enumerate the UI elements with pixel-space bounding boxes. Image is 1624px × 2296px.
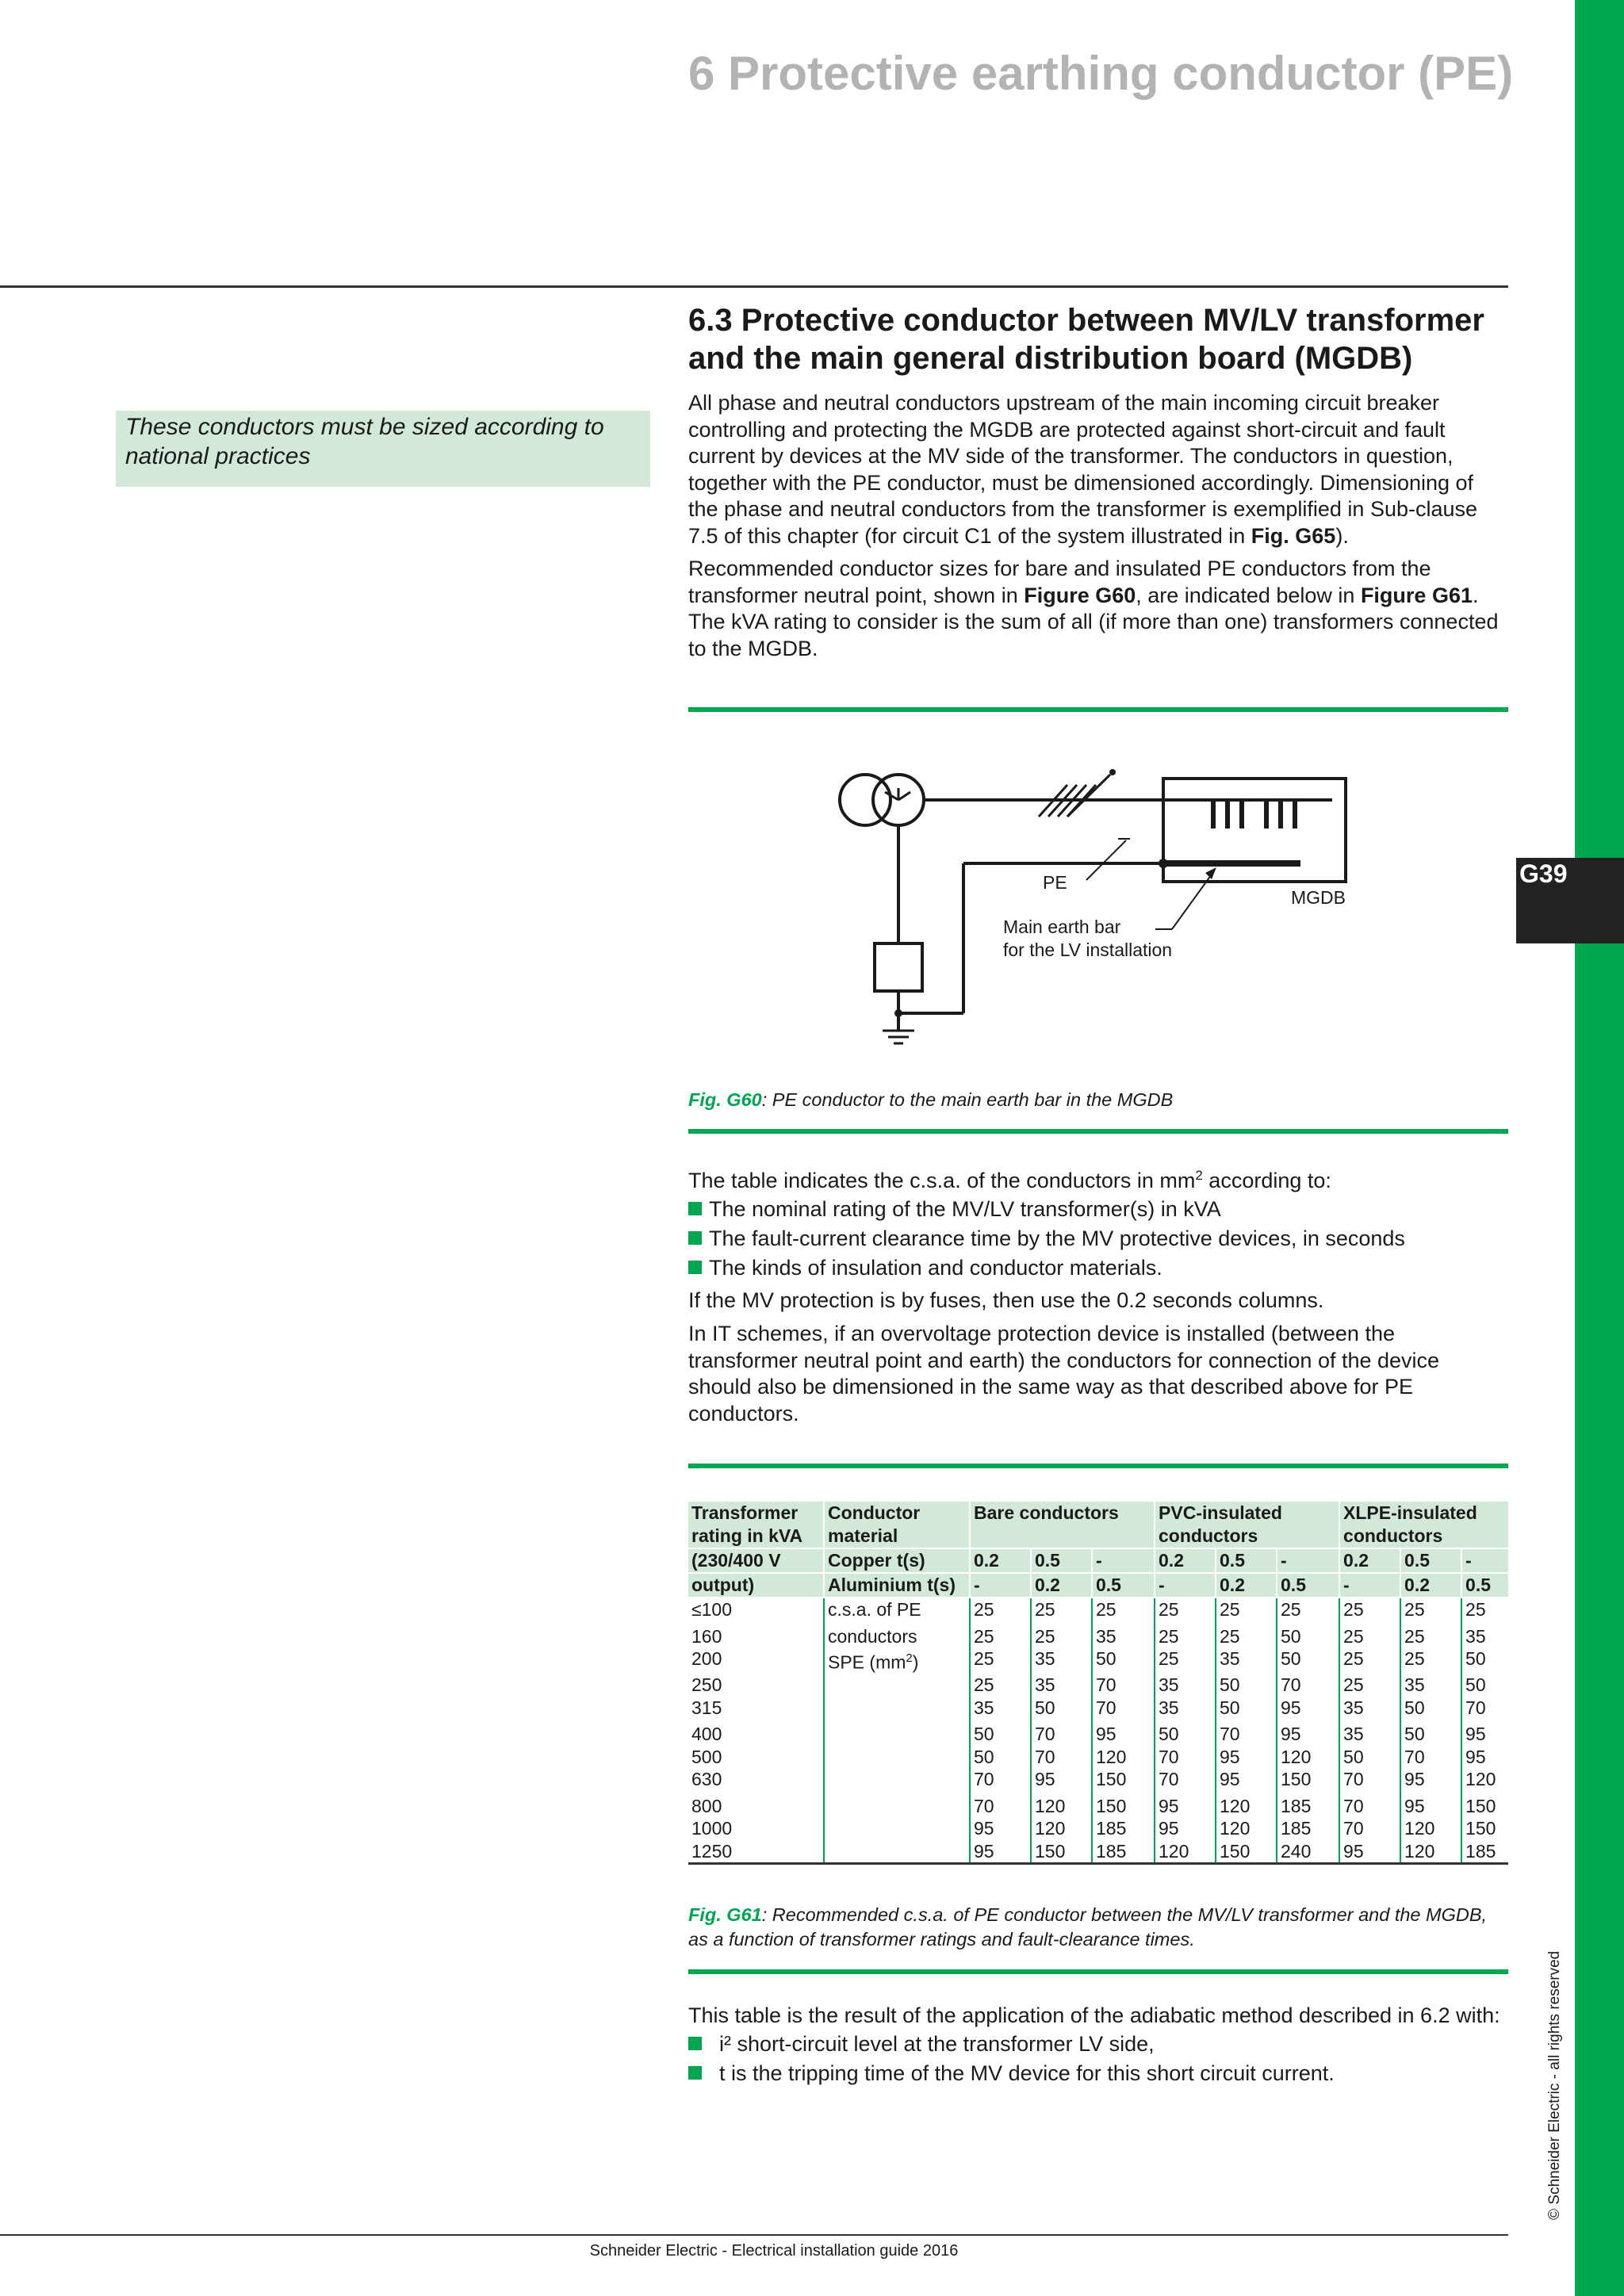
paragraph-2: Recommended conductor sizes for bare and insulated PE conductors from the transformer neutral point, shown in Figure G60, are indicated below in Figure G61. The kVA rating to consider is the sum of all (if more than one) transformers connected to the MGDB. [688, 557, 1499, 660]
figure-top-rule [688, 707, 1508, 712]
csa-value-cell: 95 [1277, 1697, 1339, 1720]
bullet-square-icon [688, 1231, 702, 1245]
csa-value-cell: 25 [970, 1647, 1031, 1674]
kva-cell: 1250 [688, 1840, 824, 1864]
kva-cell: 630 [691, 1769, 722, 1790]
csa-value-cell: 25 [1339, 1598, 1400, 1621]
csa-value-cell: 25 [1216, 1621, 1277, 1648]
csa-value-cell: 50 [970, 1746, 1031, 1769]
section-intro [688, 301, 1508, 662]
earth-bar-label-line1: Main earth bar [1003, 916, 1121, 937]
csa-value-cell: 25 [1031, 1621, 1092, 1648]
figure-g61-caption: Fig. G61: Recommended c.s.a. of PE conductor between the MV/LV transformer and the MGDB, as a function of transformer ratings and fault-clearance times. [688, 1904, 1488, 1950]
fig-g65-ref: Fig. G65 [1251, 523, 1336, 548]
csa-value-cell: 25 [1339, 1621, 1400, 1648]
mgdb-label: MGDB [1291, 887, 1346, 908]
csa-value-cell: 35 [1155, 1697, 1216, 1720]
csa-value-cell: 150 [1216, 1840, 1277, 1864]
csa-value-cell: 25 [970, 1598, 1031, 1621]
material-cell: conductors [824, 1621, 970, 1648]
csa-value-cell: 50 [1092, 1647, 1155, 1674]
csa-value-cell: 185 [1277, 1817, 1339, 1840]
table-row [688, 1746, 1508, 1769]
csa-value-cell: 50 [1339, 1746, 1400, 1769]
csa-value-cell: 35 [1155, 1674, 1216, 1697]
figure-g60-caption: Fig. G60: PE conductor to the main earth bar in the MGDB [688, 1089, 1174, 1110]
chapter-title: 6 Protective earthing conductor (PE) [688, 47, 1514, 100]
paragraph-1: All phase and neutral conductors upstream of the main incoming circuit breaker controlling and protecting the MGDB are protected against short-circuit and fault current by devices at the MV side of the transformer. The conductors in question, together with the PE conductor, must be dimensioned accordingly. Dimensioning of the phase and neutral conductors from the transformer is exemplified in Sub-clause 7.5 of this chapter (for circuit C1 of the system illustrated in Fig. G65). [688, 391, 1478, 548]
csa-value-cell: 70 [970, 1768, 1031, 1791]
table-intro-lead: The table indicates the c.s.a. of the conductors in $mm^2$ according to: [688, 1168, 1331, 1192]
csa-value-cell: 70 [1339, 1768, 1400, 1791]
csa-value-cell: 150 [1092, 1791, 1155, 1818]
table-row [688, 1840, 1508, 1864]
csa-value-cell: 70 [1031, 1719, 1092, 1746]
csa-value-cell: 50 [1400, 1697, 1461, 1720]
csa-value-cell: 95 [970, 1817, 1031, 1840]
csa-value-cell: 25 [1277, 1598, 1339, 1621]
csa-value-cell: 35 [1031, 1674, 1092, 1697]
right-margin-bar [1575, 0, 1624, 2296]
earthing-impedance [875, 943, 922, 991]
csa-value-cell: 95 [1216, 1746, 1277, 1769]
csa-value-cell: 70 [1277, 1674, 1339, 1697]
csa-value-cell: 35 [1339, 1697, 1400, 1720]
csa-value-cell: 95 [1339, 1840, 1400, 1864]
material-cell [824, 1746, 970, 1769]
csa-value-cell: 35 [1400, 1674, 1461, 1697]
section-title: 6.3 Protective conductor between MV/LV transformer and the main general distribution board (MGDB) [688, 303, 1484, 376]
csa-value-cell: 120 [1461, 1768, 1508, 1791]
csa-value-cell: 25 [1400, 1621, 1461, 1648]
table-row [688, 1598, 1508, 1621]
pe-pointer [1086, 840, 1126, 880]
csa-value-cell: 25 [1339, 1647, 1400, 1674]
kva-cell: ≤100 [691, 1599, 732, 1620]
list-item: The fault-current clearance time by the MV protective devices, in seconds [688, 1224, 1508, 1253]
earth-bar-label-line2: for the LV installation [1003, 939, 1173, 960]
csa-value-cell: 25 [970, 1674, 1031, 1697]
pe-conductor-diagram [825, 761, 1380, 1054]
csa-value-cell: 50 [1277, 1647, 1339, 1674]
material-cell [824, 1674, 970, 1697]
csa-value-cell: 35 [1216, 1647, 1277, 1674]
csa-value-cell: 50 [970, 1719, 1031, 1746]
csa-value-cell: 95 [1155, 1817, 1216, 1840]
bullet-square-icon [688, 1261, 702, 1274]
csa-value-cell: 35 [1031, 1647, 1092, 1674]
csa-value-cell: 120 [1031, 1817, 1092, 1840]
csa-value-cell: 25 [1216, 1598, 1277, 1621]
side-note: These conductors must be sized according to national practices [116, 411, 650, 487]
csa-value-cell: 50 [1461, 1674, 1508, 1697]
csa-value-cell: 120 [1400, 1840, 1461, 1864]
conclusion-list [688, 2030, 1508, 2088]
csa-value-cell: 95 [1461, 1719, 1508, 1746]
table-row [688, 1674, 1508, 1697]
header-bare: Bare conductors [970, 1502, 1155, 1548]
csa-value-cell: 120 [1277, 1746, 1339, 1769]
csa-value-cell: 35 [1461, 1621, 1508, 1648]
transformer-primary-winding [840, 775, 891, 825]
material-cell [824, 1817, 970, 1840]
aluminium-row: output) Aluminium t(s) - 0.2 0.5 - 0.2 0.5 - 0.2 0.5 [688, 1573, 1508, 1598]
csa-value-cell: 50 [1031, 1697, 1092, 1720]
header-rule [0, 285, 1508, 288]
csa-value-cell: 95 [1155, 1791, 1216, 1818]
table-row [688, 1621, 1508, 1648]
kva-cell: 500 [691, 1746, 722, 1767]
kva-cell: 250 [691, 1674, 722, 1696]
csa-value-cell: 120 [1216, 1791, 1277, 1818]
table-row [688, 1697, 1508, 1720]
csa-value-cell: 50 [1400, 1719, 1461, 1746]
fig-g61-ref: Figure G61 [1360, 583, 1473, 607]
csa-value-cell: 95 [1400, 1768, 1461, 1791]
criteria-list [688, 1195, 1508, 1283]
csa-value-cell: 50 [1277, 1621, 1339, 1648]
csa-value-cell: 95 [1216, 1768, 1277, 1791]
material-cell: SPE $(mm^2)$ [824, 1647, 970, 1674]
material-cell [824, 1719, 970, 1746]
csa-value-cell: 25 [1155, 1621, 1216, 1648]
csa-value-cell: 150 [1092, 1768, 1155, 1791]
page-number: G39 [1519, 859, 1568, 888]
footer [0, 2242, 1624, 2260]
fuses-note: If the MV protection is by fuses, then use the 0.2 seconds columns. [688, 1288, 1324, 1312]
csa-value-cell: 95 [1277, 1719, 1339, 1746]
list-item: t is the tripping time of the MV device for this short circuit current. [688, 2059, 1508, 2088]
table-body [688, 1598, 1508, 1864]
list-item: The nominal rating of the MV/LV transformer(s) in kVA [688, 1195, 1508, 1224]
list-item: The kinds of insulation and conductor materials. [688, 1253, 1508, 1283]
csa-value-cell: 150 [1461, 1791, 1508, 1818]
csa-value-cell: 35 [1092, 1621, 1155, 1648]
csa-value-cell: 25 [1339, 1674, 1400, 1697]
cable-tick-marks [1039, 775, 1110, 817]
table-row [688, 1719, 1508, 1746]
it-note: In IT schemes, if an overvoltage protection device is installed (between the transformer neutral point and earth) the conductors for connection of the device should also be dimensioned in the same way as that described above for PE conductors. [688, 1322, 1440, 1425]
csa-value-cell: 25 [1155, 1598, 1216, 1621]
footer-rule [0, 2234, 1508, 2236]
pe-label: PE [1043, 872, 1067, 893]
table-top-rule [688, 1464, 1508, 1468]
caption-bottom-rule [688, 1969, 1508, 1974]
pe-csa-table [688, 1502, 1508, 1865]
csa-value-cell: 70 [1461, 1697, 1508, 1720]
csa-value-cell: 50 [1155, 1719, 1216, 1746]
csa-value-cell: 120 [1031, 1791, 1092, 1818]
csa-value-cell: 185 [1092, 1840, 1155, 1864]
csa-value-cell: 185 [1277, 1791, 1339, 1818]
csa-value-cell: 70 [1155, 1746, 1216, 1769]
csa-value-cell: 25 [970, 1621, 1031, 1648]
copper-row: (230/400 V Copper t(s) 0.2 0.5 - 0.2 0.5 - 0.2 0.5 - [688, 1548, 1508, 1573]
csa-value-cell: 95 [1092, 1719, 1155, 1746]
csa-value-cell: 150 [1461, 1817, 1508, 1840]
csa-value-cell: 95 [1400, 1791, 1461, 1818]
csa-value-cell: 25 [1092, 1598, 1155, 1621]
header-xlpe: XLPE-insulated conductors [1339, 1502, 1508, 1548]
material-cell [824, 1768, 970, 1791]
csa-value-cell: 35 [1339, 1719, 1400, 1746]
table-row [688, 1647, 1508, 1674]
csa-value-cell: 150 [1277, 1768, 1339, 1791]
csa-value-cell: 120 [1216, 1817, 1277, 1840]
material-cell: c.s.a. of PE [824, 1598, 970, 1621]
csa-value-cell: 25 [1400, 1598, 1461, 1621]
csa-value-cell: 70 [1092, 1697, 1155, 1720]
kva-cell: 400 [691, 1724, 722, 1745]
kva-cell: 200 [691, 1648, 722, 1669]
bullet-square-icon [688, 2066, 702, 2080]
csa-value-cell: 95 [1031, 1768, 1092, 1791]
csa-value-cell: 120 [1400, 1817, 1461, 1840]
csa-value-cell: 120 [1155, 1840, 1216, 1864]
csa-value-cell: 25 [1461, 1598, 1508, 1621]
csa-value-cell: 70 [1400, 1746, 1461, 1769]
fig-g60-ref: Figure G60 [1024, 583, 1136, 607]
csa-value-cell: 240 [1277, 1840, 1339, 1864]
footer-text: Schneider Electric - Electrical installation guide 2016 [589, 2242, 959, 2260]
figure-bottom-rule [688, 1129, 1508, 1134]
conclusion-text: This table is the result of the application of the adiabatic method described in 6.2 with: [688, 2003, 1500, 2027]
csa-value-cell: 70 [1339, 1791, 1400, 1818]
csa-value-cell: 70 [1031, 1746, 1092, 1769]
kva-cell: 800 [691, 1795, 722, 1816]
csa-value-cell: 120 [1092, 1746, 1155, 1769]
csa-value-cell: 70 [1092, 1674, 1155, 1697]
kva-cell: 160 [691, 1625, 722, 1647]
kva-cell: 1000 [691, 1818, 733, 1839]
bullet-square-icon [688, 1202, 702, 1215]
csa-value-cell: 95 [1461, 1746, 1508, 1769]
csa-value-cell: 50 [1216, 1674, 1277, 1697]
csa-value-cell: 70 [1155, 1768, 1216, 1791]
copyright-notice: © Schneider Electric - all rights reserved [1546, 1950, 1563, 2220]
table-row [688, 1817, 1508, 1840]
csa-value-cell: 70 [1216, 1719, 1277, 1746]
csa-value-cell: 95 [970, 1840, 1031, 1864]
header-material: Conductor material [824, 1502, 970, 1548]
table-intro [688, 1162, 1508, 1427]
csa-value-cell: 70 [970, 1791, 1031, 1818]
csa-value-cell: 35 [970, 1697, 1031, 1720]
conclusion [688, 2003, 1508, 2088]
table-row [688, 1791, 1508, 1818]
material-cell [824, 1840, 970, 1864]
csa-value-cell: 25 [1400, 1647, 1461, 1674]
list-item: i² short-circuit level at the transformer LV side, [688, 2030, 1508, 2059]
kva-cell: 315 [691, 1697, 722, 1718]
csa-value-cell: 25 [1031, 1598, 1092, 1621]
page-number-tab [1516, 858, 1624, 943]
earth-symbol-icon [883, 1031, 914, 1043]
busbar-teeth [1213, 800, 1295, 828]
header-pvc: PVC-insulated conductors [1155, 1502, 1339, 1548]
bullet-square-icon [688, 2037, 702, 2050]
csa-value-cell: 185 [1092, 1817, 1155, 1840]
csa-value-cell: 50 [1461, 1647, 1508, 1674]
table-row [688, 1768, 1508, 1791]
material-cell [824, 1697, 970, 1720]
csa-value-cell: 70 [1339, 1817, 1400, 1840]
material-cell [824, 1791, 970, 1818]
csa-value-cell: 185 [1461, 1840, 1508, 1864]
csa-value-cell: 150 [1031, 1840, 1092, 1864]
header-rating: Transformer rating in kVA [688, 1502, 824, 1548]
csa-value-cell: 25 [1155, 1647, 1216, 1674]
csa-value-cell: 50 [1216, 1697, 1277, 1720]
